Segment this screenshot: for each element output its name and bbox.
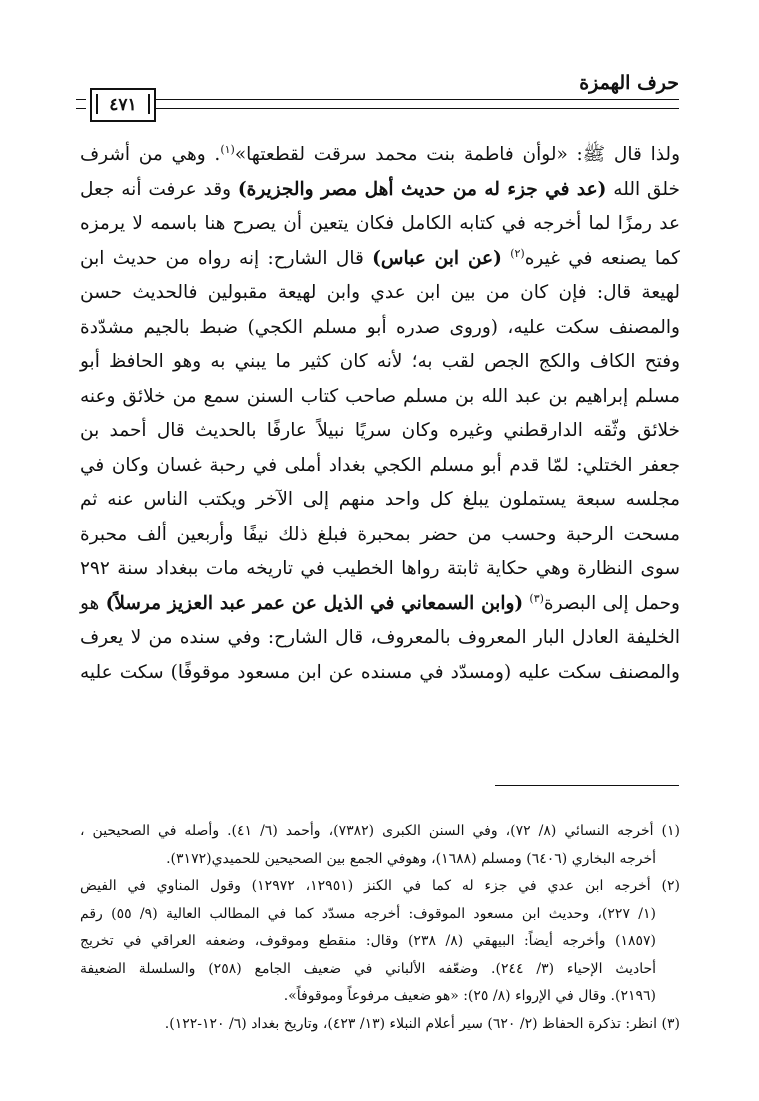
text-line <box>80 242 680 277</box>
header-rule <box>96 99 679 109</box>
text-segment: . وهي من أشرف <box>80 144 221 165</box>
main-text <box>80 138 680 690</box>
text-line <box>80 207 680 242</box>
footnote-line: (٢) أخرجه ابن عدي في جزء له كما في الكنز (١٢٩٥١، ١٢٩٧٢) وقول المناوي في الفيض <box>80 878 681 894</box>
text-line <box>80 587 680 622</box>
text-line <box>80 173 680 208</box>
text-segment: وفتح الكاف والكج الجص لقب به؛ لأنه كان كثير ما يبني به وهو الحافظ أبو <box>80 351 680 372</box>
text-line <box>80 518 680 553</box>
footnote-divider <box>495 785 679 786</box>
header-rule-end <box>76 99 86 109</box>
quoted-text: (وابن السمعاني في الذيل عن عمر عبد العزيز مرسلاً) <box>105 592 524 614</box>
text-segment: ولذا قال ﷺ: «لوأن فاطمة بنت محمد سرقت لقطعتها» <box>234 144 681 165</box>
text-segment: والمصنف سكت عليه، (وروى صدره أبو مسلم الكجي) ضبط بالجيم مشدّدة <box>80 316 680 338</box>
footnote-ref: (١) <box>220 142 235 156</box>
text-segment: مسلم إبراهيم بن عبد الله بن مسلم صاحب كتاب السنن سمع من خلائق وعنه <box>80 385 680 407</box>
footnote-line: أحاديث الإحياء (٣/ ٢٤٤). وضعّفه الألباني في ضعيف الجامع (٢٥٨) والسلسلة الضعيفة <box>80 960 657 977</box>
text-line <box>80 552 680 587</box>
footnote-line: (١/ ٢٢٧)، وحديث ابن مسعود الموقوف: أخرجه مسدّد كما في المطالب العالية (٩/ ٥٥) رقم <box>80 905 657 922</box>
footnotes <box>80 818 680 1038</box>
text-line <box>80 656 680 691</box>
text-line <box>80 449 680 484</box>
footnote-ref: (٢) <box>510 246 525 260</box>
text-line <box>80 414 680 449</box>
text-segment: قال الشارح: إنه رواه من حديث ابن <box>80 247 373 269</box>
page-number <box>90 88 156 122</box>
text-segment: مجلسه سبعة يستملون يبلغ كل واحد منهم إلى الآخر ويكتب الناس عنه ثم <box>80 489 680 510</box>
footnote-line: أخرجه البخاري (٦٤٠٦) ومسلم (١٦٨٨)، وهوفي الجمع بين الصحيحين للحميدي(٣١٧٢). <box>166 850 656 867</box>
text-line <box>80 621 680 656</box>
text-segment: جعفر الختلي: لمّا قدم أبو مسلم الكجي بغداد أملى في رحبة غسان وكان في <box>80 454 680 476</box>
quoted-text: (عن ابن عباس) <box>372 247 502 269</box>
text-line <box>80 276 680 311</box>
text-segment: لهيعة قال: فإن كان من بين ابن عدي وابن لهيعة مقبولين فالحديث حسن <box>80 282 680 303</box>
page-number-text: ٤٧١ <box>109 95 137 115</box>
text-segment: خلائق وثّقه الدارقطني وغيره وكان سريًا نبيلاً عارفًا بالحديث قال أحمد بن <box>80 420 680 441</box>
footnote-line: (٢١٩٦). وقال في الإرواء (٨/ ٢٥): «هو ضعيف مرفوعاً وموقوفاً». <box>283 988 656 1004</box>
text-line <box>80 380 680 415</box>
text-segment: هو <box>80 592 106 614</box>
quoted-text: (عد في جزء له من حديث أهل مصر والجزيرة) <box>237 178 607 200</box>
text-line <box>80 483 680 518</box>
footnote-ref: (٣) <box>529 591 544 605</box>
text-segment: وحمل إلى البصرة <box>543 592 680 614</box>
footnote-line: (٣) انظر: تذكرة الحفاظ (٢/ ٦٢٠) سير أعلام النبلاء (١٣/ ٤٢٣)، وتاريخ بغداد (٦/ ١٢٠-١٢٢). <box>164 1015 680 1032</box>
text-segment <box>502 248 510 269</box>
text-segment: الخليفة العادل البار المعروف بالمعروف، قال الشارح: وفي سنده من لا يعرف <box>80 627 680 648</box>
chapter-title: حرف الهمزة <box>579 72 679 94</box>
text-segment: والمصنف سكت عليه (ومسدّد في مسنده عن ابن مسعود موقوفًا) سكت عليه <box>80 661 680 683</box>
text-segment: مسحت الرحبة وحسب من حضر بمحبرة فبلغ ذلك نيفًا وأربعين ألف محبرة <box>80 523 680 545</box>
text-segment: وقد عرفت أنه جعل <box>80 178 238 200</box>
footnote-line: (١٨٥٧) وأخرجه أيضاً: البيهقي (٨/ ٢٣٨) وقال: منقطع وموقوف، وضعفه العراقي في تخريج <box>80 933 656 949</box>
text-segment: خلق الله <box>606 178 680 200</box>
text-line <box>80 138 680 173</box>
text-line <box>80 311 680 346</box>
footnote-line: (١) أخرجه النسائي (٨/ ٧٢)، وفي السنن الكبرى (٧٣٨٢)، وأحمد (٦/ ٤١). وأصله في الصحيحين ، <box>80 823 681 839</box>
text-segment: سوى النظارة وهي حكاية ثابتة رواها الخطيب في تاريخه مات ببغداد سنة ٢٩٢ <box>80 558 680 579</box>
text-line <box>80 345 680 380</box>
text-segment: كما يصنعه في غيره <box>524 247 680 269</box>
text-segment: عد رمزًا لما أخرجه في كتابه الكامل فكان يتعين أن يصرح هنا باسمه لا يرمزه <box>80 213 680 234</box>
